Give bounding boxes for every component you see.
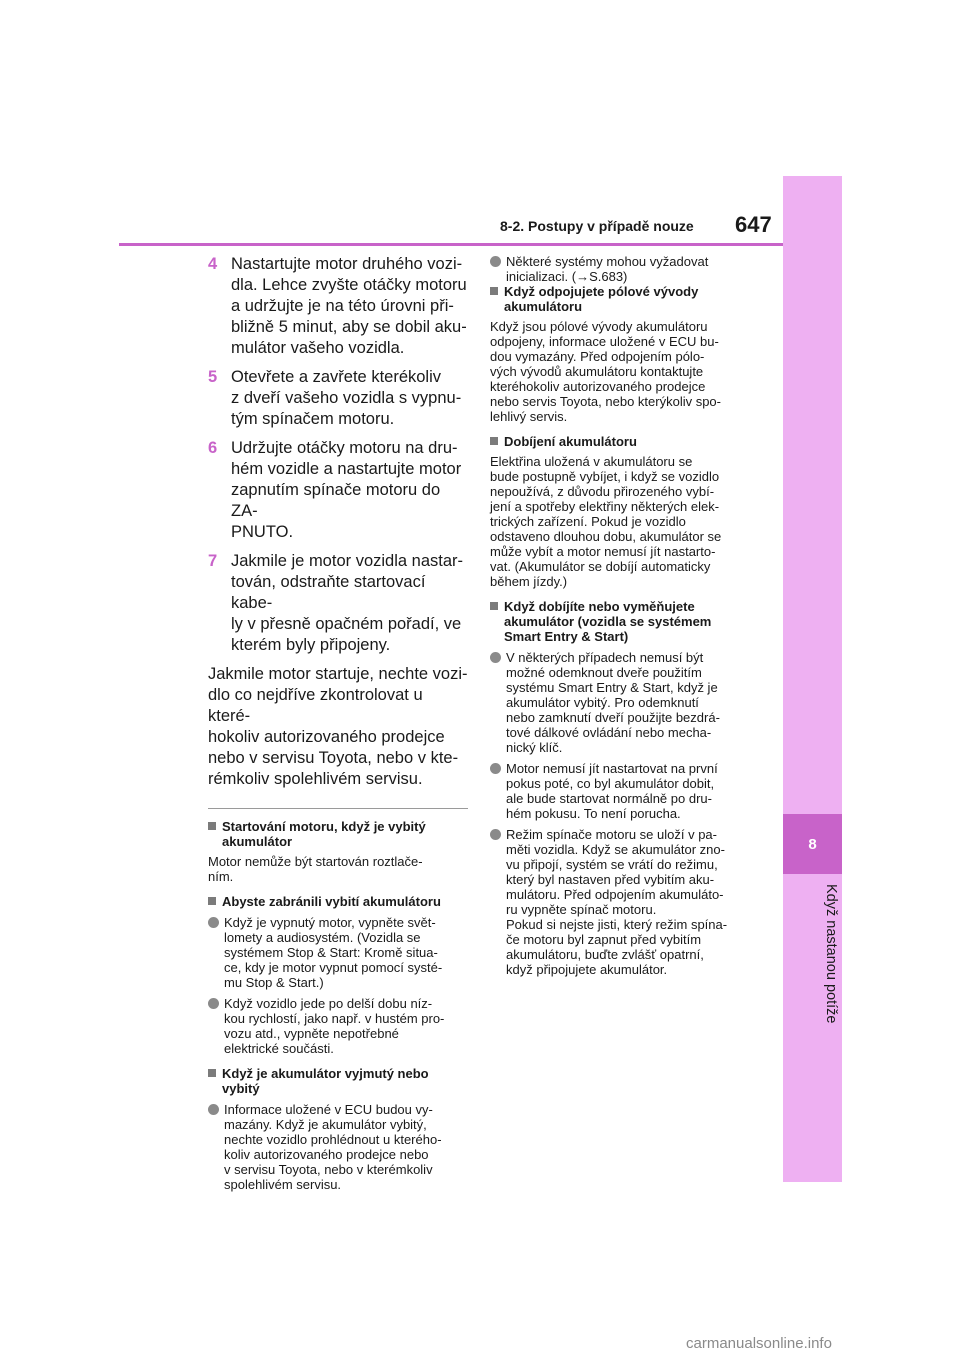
text-line: akumulátor vybitý. Pro odemknutí — [506, 695, 699, 710]
text-line: možné odemknout dveře použitím — [506, 665, 702, 680]
note-heading — [208, 894, 468, 909]
text-line: Dobíjení akumulátoru — [504, 434, 637, 449]
text-line: če motoru byl zapnut před vybitím — [506, 932, 702, 947]
left-notes — [208, 819, 468, 1192]
note-body — [490, 454, 752, 589]
step-text — [231, 551, 468, 656]
text-line: nebo zamknutí dveří použijte bezdrá- — [506, 710, 720, 725]
chapter-number: 8 — [783, 814, 842, 874]
text-line: z dveří vašeho vozidla s vypnu- — [231, 389, 462, 407]
text-line: Udržujte otáčky motoru na dru- — [231, 439, 458, 457]
bullet-item — [490, 761, 752, 821]
section-divider — [208, 808, 468, 809]
text-line: pokus poté, co byl akumulátor dobit, — [506, 776, 715, 791]
step-number: 6 — [208, 439, 218, 457]
text-line: ce, kdy je motor vypnut pomocí systé- — [224, 960, 443, 975]
note-heading-text — [504, 434, 637, 449]
text-line: vat. (Akumulátor se dobíjí automaticky — [490, 559, 711, 574]
text-line: vu připojí, systém se vrátí do režimu, — [506, 857, 718, 872]
text-line: Když odpojujete pólové vývody — [504, 284, 699, 299]
text-line: systémem Stop & Start: Kromě situa- — [224, 945, 438, 960]
text-line: akumulátor — [222, 834, 293, 849]
square-bullet-icon — [490, 437, 498, 445]
circle-bullet-icon — [490, 256, 501, 267]
text-line: akumulátor (vozidla se systémem — [504, 614, 712, 629]
text-line: trických zařízení. Pokud je vozidlo — [490, 514, 686, 529]
text-line: dlo co nejdříve zkontrolovat u které- — [208, 686, 423, 725]
text-line: a udržujte je na této úrovni při- — [231, 297, 454, 315]
text-line: může vybít a motor nemusí jít nastarto- — [490, 544, 716, 559]
header-rule — [119, 243, 783, 246]
circle-bullet-icon — [208, 917, 219, 928]
square-bullet-icon — [490, 602, 498, 610]
text-line: měti vozidla. Když se akumulátor zno- — [506, 842, 725, 857]
step-item — [208, 551, 468, 656]
step-text — [231, 367, 468, 430]
text-line: kteréhokoliv autorizovaného prodejce — [490, 379, 706, 394]
bullet-item — [490, 254, 752, 284]
bullet-text — [506, 827, 752, 977]
note-body — [490, 319, 752, 424]
text-line: kou rychlostí, jako např. v hustém pro- — [224, 1011, 445, 1026]
text-line: Abyste zabránili vybití akumulátoru — [222, 894, 441, 909]
circle-bullet-icon — [490, 652, 501, 663]
text-line: inicializaci. (→S.683) — [506, 269, 628, 284]
right-notes — [490, 284, 752, 977]
text-line: nebo v servisu Toyota, nebo v kte- — [208, 749, 459, 767]
text-line: nepoužívá, z důvodu přirozeného vybí- — [490, 484, 715, 499]
text-line: dou vymazány. Před odpojením pólo- — [490, 349, 705, 364]
note-heading-text — [504, 284, 698, 314]
circle-bullet-icon — [208, 998, 219, 1009]
text-line: lomety a audiosystém. (Vozidla se — [224, 930, 421, 945]
text-line: vybitý — [222, 1081, 260, 1096]
text-line: mu Stop & Start.) — [224, 975, 324, 990]
text-line: Informace uložené v ECU budou vy- — [224, 1102, 433, 1117]
right-column — [490, 254, 752, 977]
text-line: když připojujete akumulátor. — [506, 962, 668, 977]
text-line: tým spínačem motoru. — [231, 410, 395, 428]
bullet-item — [208, 996, 468, 1056]
text-line: Startování motoru, když je vybitý — [222, 819, 426, 834]
text-line: mulátor vašeho vozidla. — [231, 339, 405, 357]
text-line: dla. Lehce zvyšte otáčky motoru — [231, 276, 467, 294]
text-line: bude postupně vybíjet, i když se vozidlo — [490, 469, 720, 484]
text-line: který byl nastaven před vybitím aku- — [506, 872, 715, 887]
text-line: Otevřete a zavřete kterékoliv — [231, 368, 442, 386]
bullet-item — [490, 650, 752, 755]
note-body — [208, 854, 468, 884]
note-heading-text — [222, 894, 441, 909]
text-line: kterém byly připojeny. — [231, 636, 391, 654]
bullet-text — [506, 650, 752, 755]
text-line: rémkoliv spolehlivém servisu. — [208, 770, 423, 788]
chapter-title: Když nastanou potíže — [823, 884, 839, 1024]
text-line: ru vypněte spínač motoru. — [506, 902, 657, 917]
text-line: tován, odstraňte startovací kabe- — [231, 573, 426, 612]
section-title: 8-2. Postupy v případě nouze — [500, 218, 694, 234]
bullet-item — [490, 827, 752, 977]
step-number: 5 — [208, 368, 218, 386]
text-line: akumulátoru, buďte zvlášť opatrní, — [506, 947, 704, 962]
circle-bullet-icon — [490, 763, 501, 774]
closing-paragraph — [208, 664, 468, 790]
text-line: spolehlivém servisu. — [224, 1177, 342, 1192]
text-line: nebo servis Toyota, nebo kterýkoliv spo- — [490, 394, 721, 409]
text-line: Když je akumulátor vyjmutý nebo — [222, 1066, 429, 1081]
text-line: vých vývodů akumulátoru kontaktujte — [490, 364, 704, 379]
note-heading — [490, 284, 752, 314]
text-line: hém pokusu. To není porucha. — [506, 806, 681, 821]
step-text — [231, 438, 468, 543]
text-line: Motor nemusí jít nastartovat na první — [506, 761, 718, 776]
text-line: ale bude startovat normálně po dru- — [506, 791, 712, 806]
note-heading-text — [504, 599, 711, 644]
watermark-text: carmanualsonline.info — [686, 1335, 832, 1352]
text-line: během jízdy.) — [490, 574, 568, 589]
text-line: Když jsou pólové vývody akumulátoru — [490, 319, 708, 334]
page-number: 647 — [735, 212, 772, 237]
note-heading — [490, 434, 752, 449]
note-heading-text — [222, 819, 426, 849]
note-heading — [208, 819, 468, 849]
text-line: ly v přesně opačném pořadí, ve — [231, 615, 462, 633]
circle-bullet-icon — [490, 829, 501, 840]
text-line: hém vozidle a nastartujte motor — [231, 460, 462, 478]
text-line: systému Smart Entry & Start, když je — [506, 680, 718, 695]
text-line: akumulátoru — [504, 299, 583, 314]
step-item — [208, 254, 468, 359]
text-line: Nastartujte motor druhého vozi- — [231, 255, 463, 273]
note-heading — [208, 1066, 468, 1096]
text-line: Když dobíjíte nebo vyměňujete — [504, 599, 695, 614]
text-line: elektrické součásti. — [224, 1041, 334, 1056]
note-heading — [490, 599, 752, 644]
text-line: koliv autorizovaného prodejce nebo — [224, 1147, 429, 1162]
text-line: Když vozidlo jede po delší dobu níz- — [224, 996, 433, 1011]
bullet-text — [224, 996, 468, 1056]
text-line: mulátoru. Před odpojením akumuláto- — [506, 887, 724, 902]
text-line: v servisu Toyota, nebo v kterémkoliv — [224, 1162, 433, 1177]
text-line: Motor nemůže být startován roztlače- — [208, 854, 423, 869]
text-line: PNUTO. — [231, 523, 294, 541]
text-line: odpojeny, informace uložené v ECU bu- — [490, 334, 719, 349]
square-bullet-icon — [208, 1069, 216, 1077]
text-line: nický klíč. — [506, 740, 563, 755]
bullet-text — [224, 915, 468, 990]
text-line: Jakmile je motor vozidla nastar- — [231, 552, 463, 570]
left-column — [208, 254, 468, 1192]
step-list — [208, 254, 468, 656]
text-line: ním. — [208, 869, 234, 884]
step-item — [208, 367, 468, 430]
square-bullet-icon — [490, 287, 498, 295]
text-line: Elektřina uložená v akumulátoru se — [490, 454, 693, 469]
text-line: mazány. Když je akumulátor vybitý, — [224, 1117, 427, 1132]
text-line: vozu atd., vypněte nepotřebné — [224, 1026, 399, 1041]
text-line: zapnutím spínače motoru do ZA- — [231, 481, 441, 520]
step-number: 4 — [208, 255, 218, 273]
text-line: Jakmile motor startuje, nechte vozi- — [208, 665, 468, 683]
text-line: Pokud si nejste jisti, který režim spína- — [506, 917, 728, 932]
text-line: lehlivý servis. — [490, 409, 568, 424]
text-line: Když je vypnutý motor, vypněte svět- — [224, 915, 436, 930]
bullet-text — [224, 1102, 468, 1192]
right-intro-bullets — [490, 254, 752, 284]
bullet-text — [506, 761, 752, 821]
text-line: V některých případech nemusí být — [506, 650, 704, 665]
square-bullet-icon — [208, 897, 216, 905]
bullet-item — [208, 915, 468, 990]
bullet-item — [208, 1102, 468, 1192]
text-line: Některé systémy mohou vyžadovat — [506, 254, 709, 269]
text-line: nechte vozidlo prohlédnout u kterého- — [224, 1132, 442, 1147]
bullet-text — [506, 254, 752, 284]
text-line: jení a spotřeby elektřiny některých elek- — [490, 499, 720, 514]
text-line: Smart Entry & Start) — [504, 629, 629, 644]
text-line: hokoliv autorizovaného prodejce — [208, 728, 445, 746]
step-text — [231, 254, 468, 359]
text-line: odstaveno dlouhou dobu, akumulátor se — [490, 529, 722, 544]
note-heading-text — [222, 1066, 429, 1096]
square-bullet-icon — [208, 822, 216, 830]
text-line: tové dálkové ovládání nebo mecha- — [506, 725, 712, 740]
step-item — [208, 438, 468, 543]
circle-bullet-icon — [208, 1104, 219, 1115]
step-number: 7 — [208, 552, 218, 570]
chapter-side-tab — [783, 176, 842, 1182]
text-line: Režim spínače motoru se uloží v pa- — [506, 827, 717, 842]
text-line: bližně 5 minut, aby se dobil aku- — [231, 318, 467, 336]
